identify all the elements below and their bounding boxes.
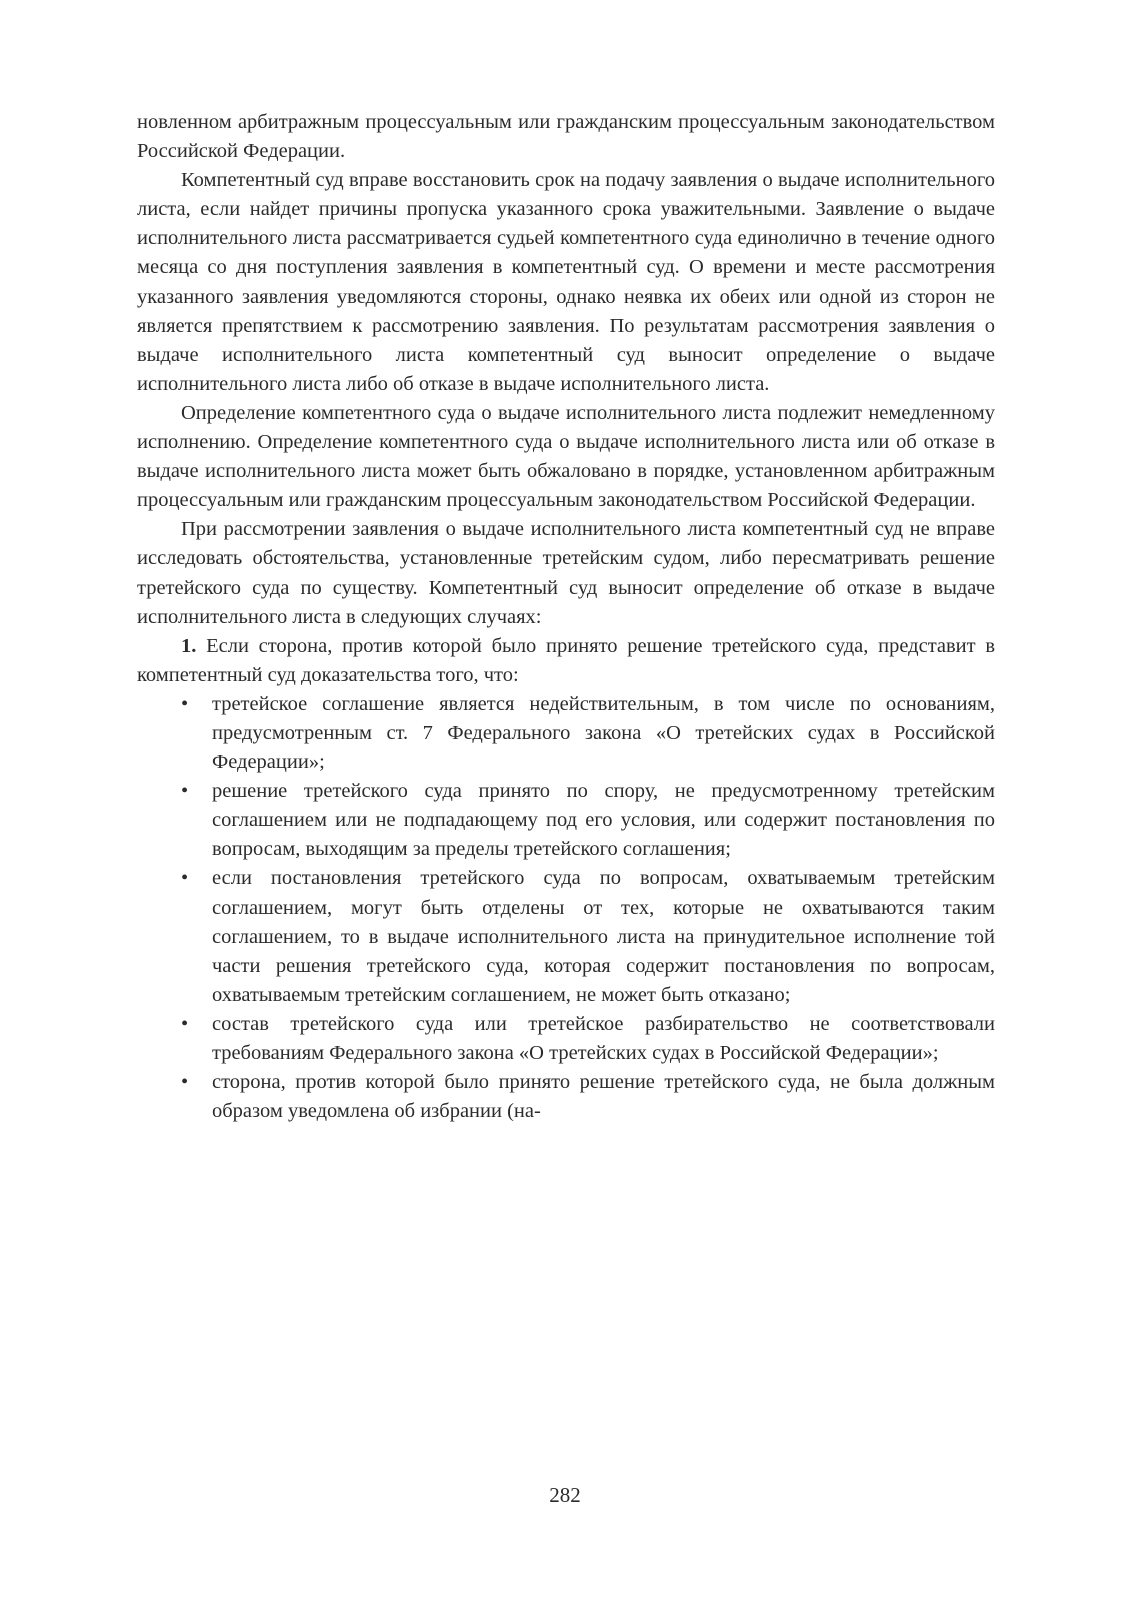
bullet-text: третейское соглашение является недействительным, в том числе по основаниям, предусмотренным ст. 7 Федерального закона «О третейских судах в Российской Федерации»;	[212, 692, 995, 774]
bullet-text: если постановления третейского суда по вопросам, охватываемым третейским соглашением, могут быть отделены от тех, которые не охватываются таким соглашением, то в выдаче исполнительного листа на принудительное исполнение той части решения третейского суда, которая содержит постановления по вопросам, охватываемым третейским соглашением, не может быть отказано;	[212, 867, 995, 1006]
bullet-item	[137, 1068, 995, 1126]
bullet-text: решение третейского суда принято по спору, не предусмотренному третейским соглашением или не подпадающему под его условия, или содержит постановления по вопросам, выходящим за пределы третейского соглашения;	[212, 780, 995, 861]
bullet-item	[137, 864, 995, 1009]
paragraph-refusal-cases: При рассмотрении заявления о выдаче исполнительного листа компетентный суд не вправе исследовать обстоятельства, установленные третейским судом, либо пересматривать решение третейского суда по существу. Компетентный суд выносит определение об отказе в выдаче исполнительного листа в следующих случаях:	[137, 518, 995, 628]
bullet-text: состав третейского суда или третейское разбирательство не соответствовали требованиям Федерального закона «О третейских судах в Российской Федерации»;	[212, 1012, 995, 1064]
paragraph-continuation: новленном арбитражным процессуальным или гражданским процессуальным законодательством Российской Федерации.	[137, 111, 995, 163]
bullet-icon: •	[181, 780, 189, 803]
list-number: 1.	[181, 634, 197, 657]
bullet-icon: •	[181, 1012, 189, 1035]
bullet-icon: •	[181, 867, 189, 890]
body-text	[137, 108, 995, 1126]
bullet-item	[137, 690, 995, 777]
bullet-item	[137, 1010, 995, 1068]
list-lead-text: Если сторона, против которой было принято решение третейского суда, представит в компетентный суд доказательства того, что:	[137, 634, 995, 686]
page-number: 282	[549, 1483, 581, 1507]
paragraph-restore-deadline: Компетентный суд вправе восстановить срок на подачу заявления о выдаче исполнительного листа, если найдет причины пропуска указанного срока уважительными. Заявление о выдаче исполнительного листа рассматривается судьей компетентного суда единолично в течение одного месяца со дня поступления заявления в компетентный суд. О времени и месте рассмотрения указанного заявления уведомляются стороны, однако неявка их обеих или одной из сторон не является препятствием к рассмотрению заявления. По результатам рассмотрения заявления о выдаче исполнительного листа компетентный суд выносит определение о выдаче исполнительного листа либо об отказе в выдаче исполнительного листа.	[137, 169, 995, 395]
bullet-icon: •	[181, 1071, 189, 1094]
paragraph-ruling-execution: Определение компетентного суда о выдаче исполнительного листа подлежит немедленному исполнению. Определение компетентного суда о выдаче исполнительного листа или об отказе в выдаче исполнительного листа может быть обжаловано в порядке, установленном арбитражным процессуальным или гражданским процессуальным законодательством Российской Федерации.	[137, 401, 995, 512]
bullet-icon: •	[181, 692, 189, 715]
bullet-item	[137, 777, 995, 864]
list-lead-paragraph	[137, 632, 995, 690]
bullet-list	[137, 690, 995, 1126]
bullet-text: сторона, против которой было принято решение третейского суда, не была должным образом уведомлена об избрании (на-	[212, 1071, 995, 1123]
